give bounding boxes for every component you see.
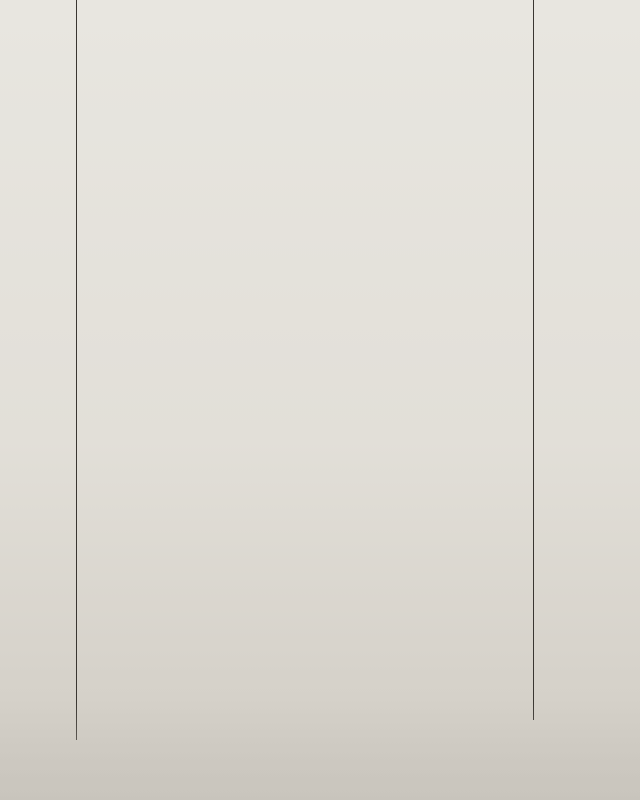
column-rule bbox=[76, 0, 77, 740]
column-rule bbox=[533, 0, 534, 720]
page-shadow bbox=[0, 700, 640, 800]
